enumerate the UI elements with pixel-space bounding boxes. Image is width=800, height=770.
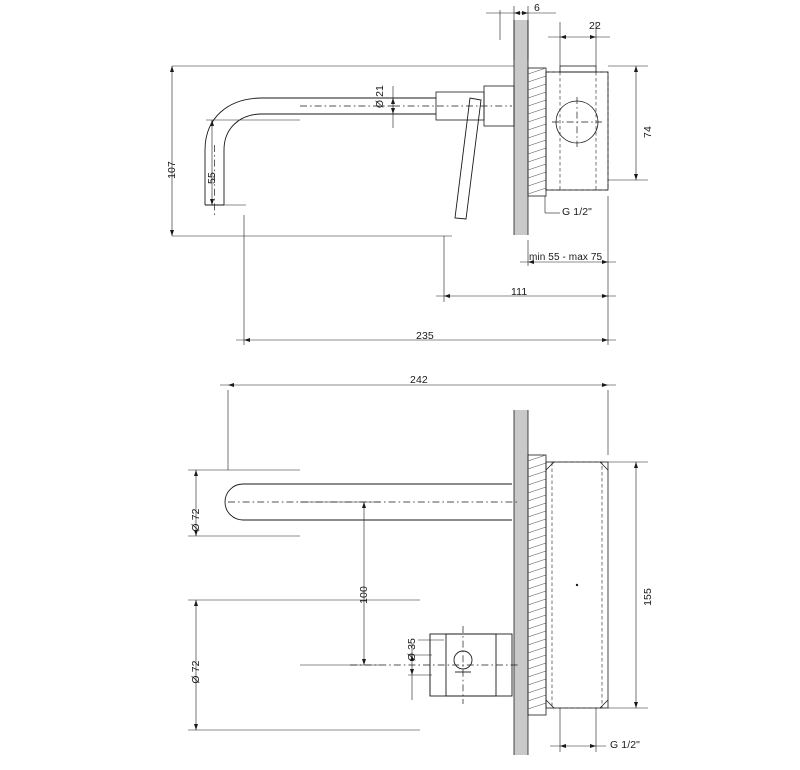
dimension-label-242: 242 xyxy=(410,374,428,386)
dimension-label-g-half-bottom: G 1/2" xyxy=(610,739,641,751)
dimension-label-74: 74 xyxy=(642,126,654,138)
dimension-label-min-max: min 55 - max 75 xyxy=(529,252,603,263)
lever-handle-top-view xyxy=(455,98,481,219)
dimension-label-100: 100 xyxy=(358,586,370,604)
dimension-label-55: 55 xyxy=(206,172,218,184)
dimension-label-107: 107 xyxy=(166,161,178,179)
dimension-label-155: 155 xyxy=(642,588,654,606)
dimension-label-dia21: Ø 21 xyxy=(374,85,386,109)
dimension-lines-bottom-view xyxy=(188,383,648,752)
plate-front-view xyxy=(528,455,608,715)
dimension-lines-top-view xyxy=(170,6,648,345)
mixer-body-top-view xyxy=(528,66,608,196)
dimension-label-22: 22 xyxy=(589,20,601,32)
dimension-label-dia72-top: Ø 72 xyxy=(190,508,202,532)
dimension-label-235: 235 xyxy=(416,330,434,342)
wall-bottom-view xyxy=(514,410,528,755)
dimension-label-111: 111 xyxy=(511,286,528,298)
dimension-label-dia72-bottom: Ø 72 xyxy=(190,660,202,684)
dimension-label-6: 6 xyxy=(534,2,540,14)
dimension-label-dia35: Ø 35 xyxy=(406,638,418,662)
wall-top-view xyxy=(514,20,528,235)
spout-outline-top-view xyxy=(205,98,436,215)
dimension-label-g-half-top: G 1/2" xyxy=(562,206,593,218)
